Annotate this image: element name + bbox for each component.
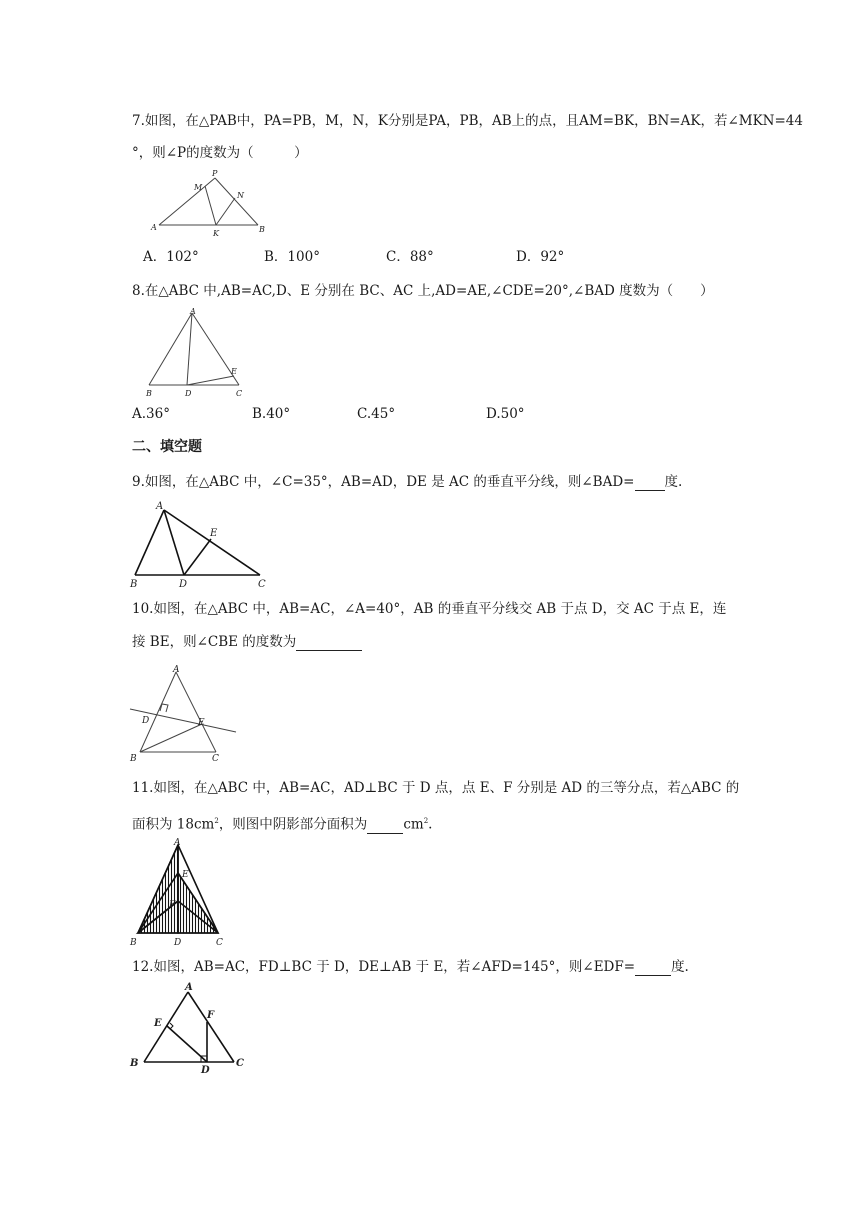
q10-label-b: B	[130, 754, 137, 764]
q10-text-line1: 10.如图，在△ABC 中，AB=AC，∠A=40°，AB 的垂直平分线交 AB 于点 D，交 AC 于点 E，连	[132, 601, 727, 617]
q10-label-d: D	[142, 716, 150, 726]
q8-label-a: A	[190, 307, 196, 316]
q7-label-p: P	[212, 169, 218, 178]
q11-label-e: E	[182, 870, 189, 880]
q7-label-a: A	[151, 223, 157, 232]
q7-option-d[interactable]: D．92°	[516, 249, 565, 265]
q12-label-e: E	[154, 1018, 162, 1029]
q12-label-f: F	[207, 1010, 215, 1021]
q7-label-n: N	[237, 191, 244, 200]
q8-label-e: E	[231, 367, 237, 376]
q12-label-d: D	[201, 1065, 210, 1075]
q7-label-b: B	[259, 225, 265, 234]
q11-prefix: 面积为 18cm	[132, 816, 215, 833]
q8-figure	[142, 305, 252, 400]
q8-label-d: D	[185, 389, 192, 398]
q8-option-b[interactable]: B.40°	[252, 406, 291, 422]
q11-end: .	[428, 816, 433, 833]
q11-unit: cm	[403, 816, 424, 833]
q11-text-line2	[132, 812, 432, 834]
q12-figure	[128, 980, 248, 1075]
q11-answer-blank[interactable]	[367, 819, 403, 834]
q9-prefix: 9.如图，在△ABC 中，∠C=35°，AB=AD，DE 是 AC 的垂直平分线，则∠BAD=	[132, 474, 635, 490]
q9-text	[132, 473, 682, 491]
q12-label-b: B	[130, 1058, 139, 1069]
q11-label-a: A	[174, 838, 181, 848]
q7-text-line1: 7.如图，在△PAB中，PA=PB，M，N，K分别是PA，PB，AB上的点，且AM=BK，BN=AK，若∠MKN=44	[132, 113, 803, 129]
q9-figure	[128, 498, 273, 590]
q11-figure	[128, 835, 233, 947]
q10-label-a: A	[173, 665, 180, 675]
q11-sup-2: 2	[423, 817, 429, 825]
q9-label-c: C	[258, 579, 266, 590]
q9-label-a: A	[156, 501, 164, 512]
q12-prefix: 12.如图，AB=AC，FD⊥BC 于 D，DE⊥AB 于 E，若∠AFD=145°，则∠EDF=	[132, 959, 636, 975]
q7-label-m: M	[194, 183, 203, 192]
q7-label-k: K	[213, 229, 219, 238]
q9-answer-blank[interactable]	[635, 476, 665, 491]
q7-figure	[145, 168, 270, 240]
q11-label-d: D	[174, 938, 182, 947]
q9-label-b: B	[130, 579, 138, 590]
q11-mid: ，则图中阴影部分面积为	[218, 816, 368, 833]
q10-figure	[128, 660, 240, 765]
q8-option-c[interactable]: C.45°	[357, 406, 396, 422]
q12-text	[132, 958, 689, 976]
q8-label-b: B	[146, 389, 152, 398]
q12-suffix: 度.	[671, 959, 689, 975]
q9-label-e: E	[210, 528, 218, 539]
q10-label-e: E	[198, 718, 205, 728]
q7-option-a[interactable]: A．102°	[143, 249, 199, 265]
q11-text-line1: 11.如图，在△ABC 中，AB=AC，AD⊥BC 于 D 点，点 E、F 分别是 AD 的三等分点，若△ABC 的	[132, 780, 740, 796]
q8-text: 8.在△ABC 中,AB=AC,D、E 分别在 BC、AC 上,AD=AE,∠CDE=20°,∠BAD 度数为（ ）	[132, 283, 714, 299]
q7-option-b[interactable]: B．100°	[264, 249, 320, 265]
section-heading: 二、填空题	[132, 439, 202, 455]
q12-label-c: C	[236, 1058, 244, 1069]
q8-label-c: C	[236, 389, 243, 398]
q11-label-f: F	[169, 900, 176, 910]
q7-text-line2: °，则∠P的度数为（ ）	[132, 145, 308, 161]
q12-answer-blank[interactable]	[635, 961, 671, 976]
q10-label-c: C	[212, 754, 219, 764]
q9-label-d: D	[179, 579, 188, 590]
q8-option-a[interactable]: A.36°	[132, 406, 170, 422]
q10-prefix: 接 BE，则∠CBE 的度数为	[132, 634, 297, 650]
q11-sup-1: 2	[214, 817, 219, 825]
q9-suffix: 度.	[664, 474, 683, 490]
q11-label-c: C	[216, 938, 223, 947]
q11-label-b: B	[130, 938, 137, 947]
q7-option-c[interactable]: C．88°	[386, 249, 434, 265]
q10-text-line2	[132, 633, 362, 651]
q8-option-d[interactable]: D.50°	[486, 406, 525, 422]
q10-answer-blank[interactable]	[296, 636, 362, 651]
q12-label-a: A	[185, 982, 193, 993]
